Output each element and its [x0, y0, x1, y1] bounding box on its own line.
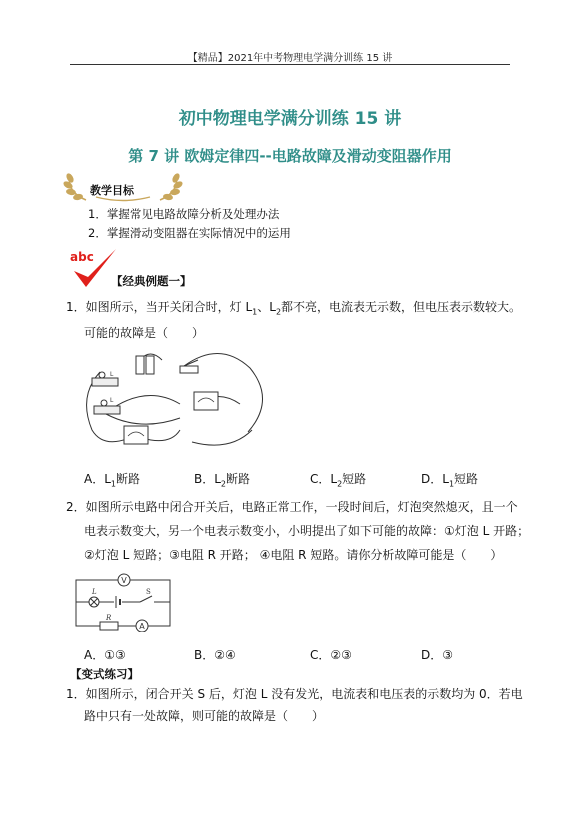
- q1-text-b: 、L: [257, 300, 276, 314]
- ammeter-label: A: [139, 622, 145, 631]
- question-number: 1．: [66, 687, 86, 701]
- example-heading: 【经典例题一】: [111, 274, 192, 288]
- practice-q-text: 如图所示，闭合开关 S 后，灯泡 L 没有发光，电流表和电压表的示数均为 0．若电: [85, 687, 523, 701]
- page-title: 初中物理电学满分训练 15 讲: [178, 109, 402, 129]
- option-label: A．L: [84, 472, 111, 486]
- option-sub: 1: [110, 479, 116, 489]
- q2-text: 如图所示电路中闭合开关后，电路正常工作，一段时间后，灯泡突然熄灭，且一个: [85, 500, 518, 514]
- q1-sub-1: 1: [252, 307, 258, 317]
- question-2-line-2: 电表示数变大，另一个电表示数变小，小明提出了如下可能的故障：①灯泡 L 开路；: [84, 524, 530, 538]
- lesson-subtitle: 第 7 讲 欧姆定律四--电路故障及滑动变阻器作用: [128, 147, 452, 165]
- practice-heading: 【变式练习】: [70, 667, 139, 681]
- q2-option-c[interactable]: C．②③: [310, 648, 352, 662]
- svg-text:L: L: [110, 371, 114, 378]
- question-2-line-3: ②灯泡 L 短路；③电阻 R 开路； ④电阻 R 短路。请你分析故障可能是（ ）: [84, 548, 503, 562]
- option-text: 断路: [116, 472, 141, 486]
- option-sub: 2: [220, 479, 227, 489]
- circuit-schematic-diagram: [70, 568, 176, 632]
- option-label: C．L: [310, 472, 338, 486]
- option-sub: 1: [448, 479, 455, 489]
- q1-text-c: 都不亮，电流表无示数，但电压表示数较大。: [281, 300, 522, 314]
- option-label: B．L: [194, 472, 221, 486]
- practice-question-line-2: 路中只有一处故障，则可能的故障是（ ）: [84, 709, 325, 723]
- q1-option-b[interactable]: [194, 470, 250, 488]
- voltmeter-label: V: [121, 576, 127, 585]
- objectives-badge-label: 教学目标: [90, 184, 134, 197]
- question-1-line-1: [66, 295, 521, 324]
- lamp-label: L: [92, 588, 97, 596]
- q1-text-a: 如图所示，当开关闭合时，灯 L: [85, 300, 253, 314]
- question-number: 2．: [66, 500, 86, 514]
- option-text: 短路: [454, 472, 479, 486]
- resistor-label: R: [106, 614, 112, 622]
- q2-option-d[interactable]: D．③: [421, 648, 453, 662]
- question-number: 1．: [66, 300, 86, 314]
- switch-label: S: [146, 588, 151, 596]
- q1-option-c[interactable]: [310, 470, 366, 488]
- option-text: 断路: [226, 472, 251, 486]
- svg-text:L: L: [110, 397, 114, 404]
- option-sub: 2: [337, 479, 343, 489]
- q1-option-d[interactable]: [421, 470, 478, 488]
- q2-option-a[interactable]: A．①③: [84, 648, 126, 662]
- question-1-line-2: 可能的故障是（ ）: [84, 326, 205, 340]
- objective-item: 1．掌握常见电路故障分析及处理办法: [88, 207, 280, 221]
- practice-question-line-1: [66, 682, 523, 706]
- circuit-photo-diagram: [80, 346, 298, 458]
- q1-sub-2: 2: [275, 307, 282, 317]
- q2-option-b[interactable]: B．②④: [194, 648, 236, 662]
- option-label: D．L: [421, 472, 449, 486]
- page-header: 【精品】2021年中考物理电学满分训练 15 讲: [187, 53, 393, 64]
- objective-item: 2．掌握滑动变阻器在实际情况中的运用: [88, 226, 291, 240]
- logo-text: abc: [70, 250, 94, 264]
- q1-option-a[interactable]: [84, 470, 140, 488]
- question-2-line-1: [66, 495, 518, 519]
- option-text: 短路: [342, 472, 367, 486]
- header-rule: [70, 64, 510, 65]
